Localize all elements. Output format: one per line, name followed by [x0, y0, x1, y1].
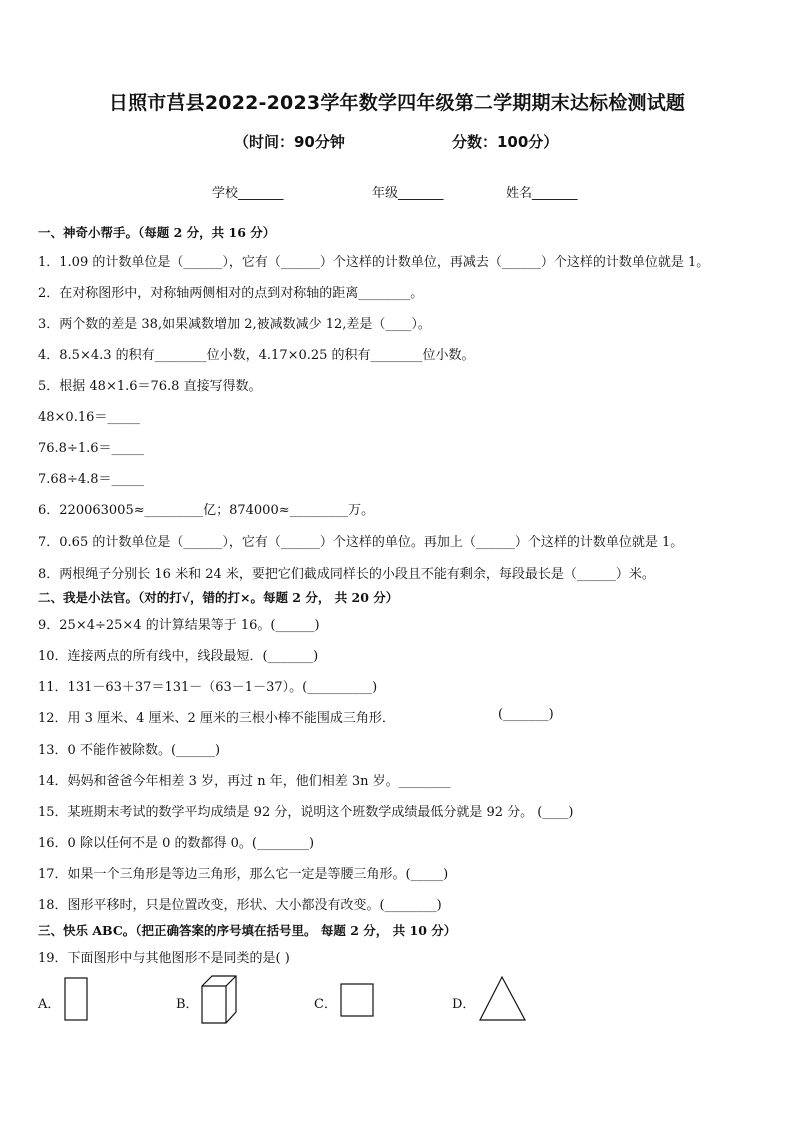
question-8: 8．两根绳子分别长 16 米和 24 米，要把它们截成同样长的小段且不能有剩余，每段最长是（______）米。: [38, 567, 655, 582]
question-4: 4．8.5×4.3 的积有________位小数，4.17×0.25 的积有________位小数。: [38, 348, 475, 363]
option-b-label: B．: [176, 997, 199, 1012]
name-field[interactable]: 姓名_______: [506, 186, 578, 201]
question-9: 9．25×4÷25×4 的计算结果等于 16。(______): [38, 618, 320, 633]
question-2: 2．在对称图形中，对称轴两侧相对的点到对称轴的距离________。: [38, 286, 424, 301]
option-d-label: D．: [452, 997, 476, 1012]
exam-score: 分数：100分）: [452, 133, 559, 151]
question-1: 1．1.09 的计数单位是（______），它有（______）个这样的计数单位，再减去（______）个这样的计数单位就是 1。: [38, 255, 710, 270]
section-heading-3: 三、快乐 ABC。（把正确答案的序号填在括号里。 每题 2 分， 共 10 分）: [38, 923, 457, 938]
question-18: 18．图形平移时，只是位置改变，形状、大小都没有改变。(________): [38, 898, 442, 913]
cuboid-shape: [200, 974, 240, 1026]
section-heading-2: 二、我是小法官。（对的打√，错的打×。每题 2 分， 共 20 分）: [38, 590, 399, 605]
page-title: 日照市莒县2022-2023学年数学四年级第二学期期末达标检测试题: [108, 92, 686, 114]
question-3: 3．两个数的差是 38,如果减数增加 2,被减数减少 12,差是（____）。: [38, 317, 431, 332]
question-11: 11．131－63＋37＝131－（63－1－37）。(__________): [38, 680, 378, 695]
question-5-item-2: 76.8÷1.6＝_____: [38, 441, 145, 456]
exam-time: （时间：90分钟: [234, 133, 345, 151]
option-c-label: C．: [314, 997, 337, 1012]
question-10: 10．连接两点的所有线中，线段最短．(_______): [38, 649, 319, 664]
question-6: 6．220063005≈_________亿；874000≈_________万。: [38, 503, 375, 518]
question-19: 19．下面图形中与其他图形不是同类的是( ): [38, 951, 290, 966]
option-a-label: A．: [38, 997, 61, 1012]
question-15: 15．某班期末考试的数学平均成绩是 92 分，说明这个班数学成绩最低分就是 92 分。 (____): [38, 805, 574, 820]
grade-field[interactable]: 年级_______: [372, 186, 444, 201]
triangle-shape: [478, 975, 528, 1023]
question-17: 17．如果一个三角形是等边三角形，那么它一定是等腰三角形。(_____): [38, 867, 449, 882]
school-field[interactable]: 学校_______: [212, 186, 284, 201]
question-5: 5．根据 48×1.6＝76.8 直接写得数。: [38, 379, 262, 394]
question-14: 14．妈妈和爸爸今年相差 3 岁，再过 n 年，他们相差 3n 岁。________: [38, 774, 451, 789]
question-5-item-1: 48×0.16＝_____: [38, 410, 140, 425]
question-12-blank[interactable]: (_______): [498, 707, 554, 722]
question-16: 16．0 除以任何不是 0 的数都得 0。(________): [38, 836, 315, 851]
question-7: 7．0.65 的计数单位是（______），它有（______）个这样的单位。再加上（______）个这样的计数单位就是 1。: [38, 535, 684, 550]
question-12: 12．用 3 厘米、4 厘米、2 厘米的三根小棒不能围成三角形．: [38, 711, 395, 726]
section-heading-1: 一、神奇小帮手。（每题 2 分，共 16 分）: [38, 225, 276, 240]
square-shape: [340, 983, 376, 1019]
question-13: 13．0 不能作被除数。(______): [38, 743, 221, 758]
question-5-item-3: 7.68÷4.8＝_____: [38, 472, 145, 487]
tall-rectangle-shape: [64, 977, 90, 1023]
